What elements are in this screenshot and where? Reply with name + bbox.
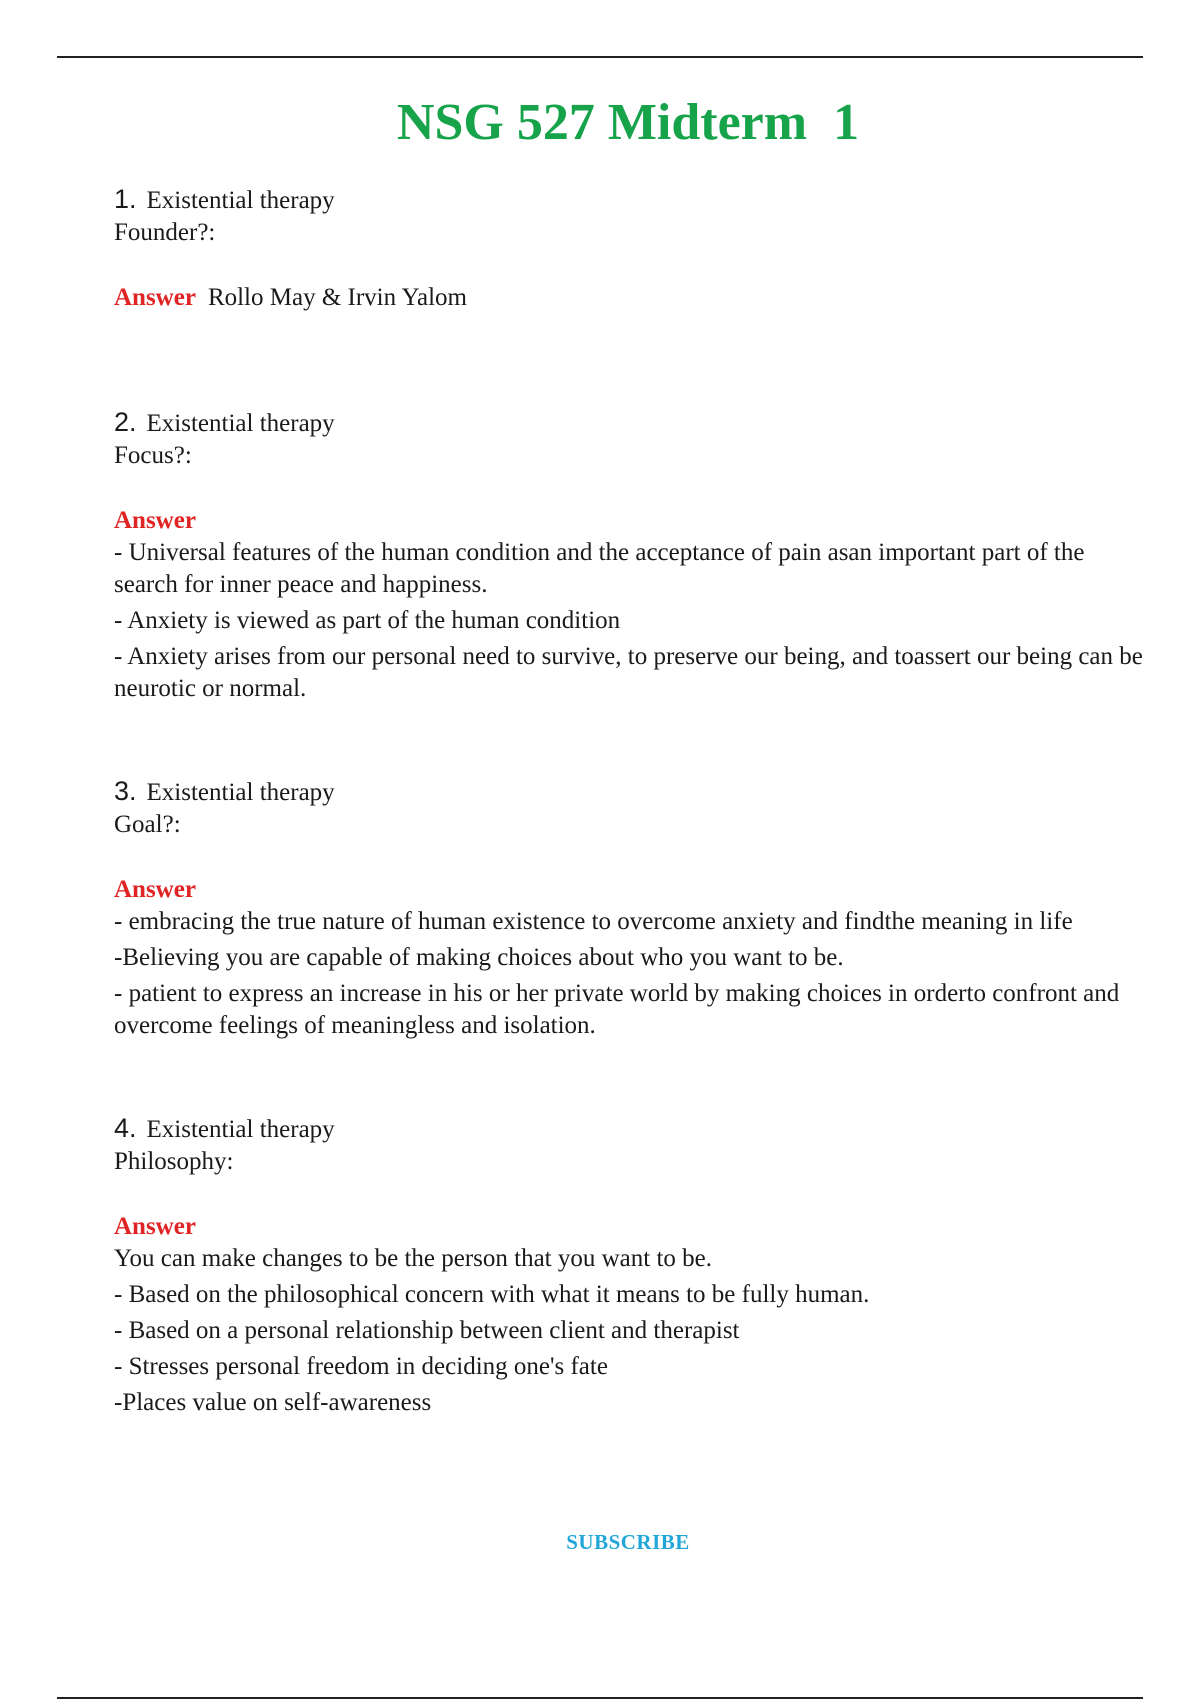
document-title: NSG 527 Midterm 1	[396, 93, 860, 151]
question-subtitle: Founder?:	[114, 219, 216, 246]
answer-line: - embracing the true nature of human existence to overcome anxiety and findthe meaning in life	[114, 908, 1073, 935]
answer-list	[114, 1243, 1148, 1419]
qa-item-3	[114, 775, 1148, 1042]
question-topic: Existential therapy	[146, 779, 335, 806]
answer-list	[114, 906, 1148, 1042]
question-number: 1.	[114, 184, 137, 214]
answer-list	[114, 537, 1148, 705]
question-number: 3.	[114, 776, 137, 806]
answer-line: - Anxiety is viewed as part of the human condition	[114, 607, 621, 634]
question-heading	[114, 1112, 1148, 1146]
question-subtitle: Goal?:	[114, 811, 181, 838]
answer-text: Rollo May & Irvin Yalom	[207, 284, 467, 311]
answer-line: - Based on a personal relationship between client and therapist	[114, 1317, 740, 1344]
answer-line: -Places value on self-awareness	[114, 1389, 432, 1416]
answer-label: Answer	[114, 876, 196, 903]
qa-item-1	[114, 183, 1148, 314]
question-topic: Existential therapy	[146, 187, 335, 214]
bottom-divider	[57, 1697, 1143, 1699]
qa-item-2	[114, 406, 1148, 705]
answer-label: Answer	[114, 507, 196, 534]
qa-item-4	[114, 1112, 1148, 1419]
question-subtitle: Philosophy:	[114, 1148, 234, 1175]
answer-line: You can make changes to be the person that you want to be.	[114, 1245, 713, 1272]
answer-line: - Stresses personal freedom in deciding one's fate	[114, 1353, 608, 1380]
question-subtitle: Focus?:	[114, 442, 192, 469]
answer-row	[114, 282, 1148, 314]
answer-label: Answer	[114, 284, 196, 311]
question-number: 2.	[114, 407, 137, 437]
subscribe-link[interactable]: SUBSCRIBE	[566, 1530, 690, 1554]
question-heading	[114, 775, 1148, 809]
answer-line: - patient to express an increase in his or her private world by making choices in orderto confront and overcome feelings of meaningless and isolation.	[114, 980, 1120, 1039]
answer-label: Answer	[114, 1213, 196, 1240]
question-number: 4.	[114, 1113, 137, 1143]
question-heading	[114, 183, 1148, 217]
answer-line: - Based on the philosophical concern with what it means to be fully human.	[114, 1281, 870, 1308]
answer-line: - Universal features of the human condition and the acceptance of pain asan important part of the search for inner peace and happiness.	[114, 539, 1085, 598]
question-heading	[114, 406, 1148, 440]
answer-line: - Anxiety arises from our personal need to survive, to preserve our being, and toassert our being can be neurotic or normal.	[114, 643, 1143, 702]
question-topic: Existential therapy	[146, 410, 335, 437]
question-topic: Existential therapy	[146, 1116, 335, 1143]
qa-list	[114, 183, 1148, 1489]
answer-line: -Believing you are capable of making choices about who you want to be.	[114, 944, 844, 971]
top-divider	[57, 56, 1143, 58]
